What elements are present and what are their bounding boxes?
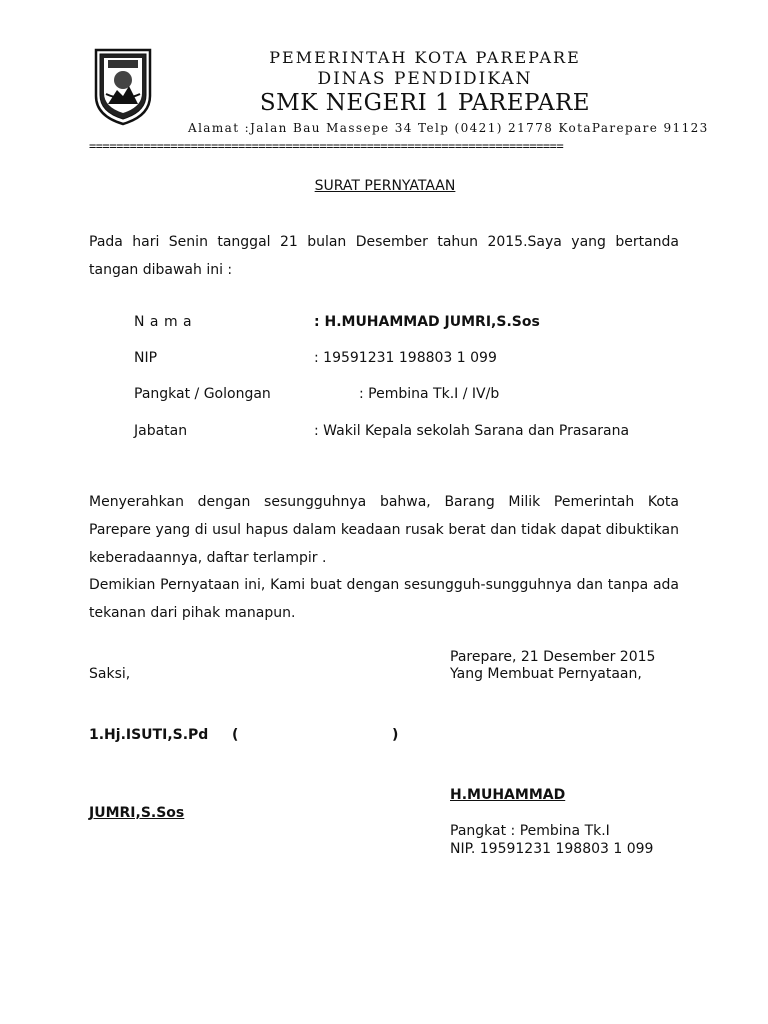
- witness-label: Saksi,: [89, 666, 131, 682]
- intro-paragraph: Pada hari Senin tanggal 21 bulan Desember tahun 2015.Saya yang bertanda tangan dibawah ini :: [89, 234, 679, 278]
- field-value-rank: : Pembina Tk.I / IV/b: [359, 386, 500, 402]
- field-label-position: Jabatan: [134, 423, 188, 439]
- header-separator: ======================================================================: [89, 139, 564, 153]
- field-label-name: N a m a: [134, 314, 193, 330]
- signer-name-line2: JUMRI,S.Sos: [89, 805, 185, 821]
- witness-paren-open: (: [232, 727, 239, 743]
- city-emblem-logo: [90, 46, 156, 126]
- field-value-nip: : 19591231 198803 1 099: [314, 350, 497, 366]
- maker-label: Yang Membuat Pernyataan,: [450, 666, 642, 682]
- body-paragraph-2: Demikian Pernyataan ini, Kami buat dengan sesungguh-sungguhnya dan tanpa ada tekanan dari pihak manapun.: [89, 577, 679, 621]
- document-title: SURAT PERNYATAAN: [314, 178, 456, 194]
- field-value-name: : H.MUHAMMAD JUMRI,S.Sos: [314, 314, 540, 330]
- body-paragraph-1: Menyerahkan dengan sesungguhnya bahwa, Barang Milik Pemerintah Kota Parepare yang di usul hapus dalam keadaan rusak berat dan tidak dapat dibuktikan keberadaannya, daftar terlampir .: [89, 494, 679, 566]
- field-label-rank: Pangkat / Golongan: [134, 386, 271, 402]
- header-address: Alamat :Jalan Bau Massepe 34 Telp (0421) 21778 KotaParepare 91123: [188, 121, 709, 135]
- header-department: DINAS PENDIDIKAN: [317, 69, 533, 89]
- signer-rank: Pangkat : Pembina Tk.I: [450, 823, 610, 839]
- witness-paren-close: ): [392, 727, 399, 743]
- header-school-name: SMK NEGERI 1 PAREPARE: [259, 90, 591, 116]
- field-label-nip: NIP: [134, 350, 158, 366]
- field-value-position: : Wakil Kepala sekolah Sarana dan Prasarana: [314, 423, 630, 439]
- signer-nip: NIP. 19591231 198803 1 099: [450, 841, 654, 857]
- place-date: Parepare, 21 Desember 2015: [450, 649, 656, 665]
- witness-name: 1.Hj.ISUTI,S.Pd: [89, 727, 209, 743]
- header-government: PEMERINTAH KOTA PAREPARE: [269, 48, 581, 67]
- signer-name-line1: H.MUHAMMAD: [450, 787, 566, 803]
